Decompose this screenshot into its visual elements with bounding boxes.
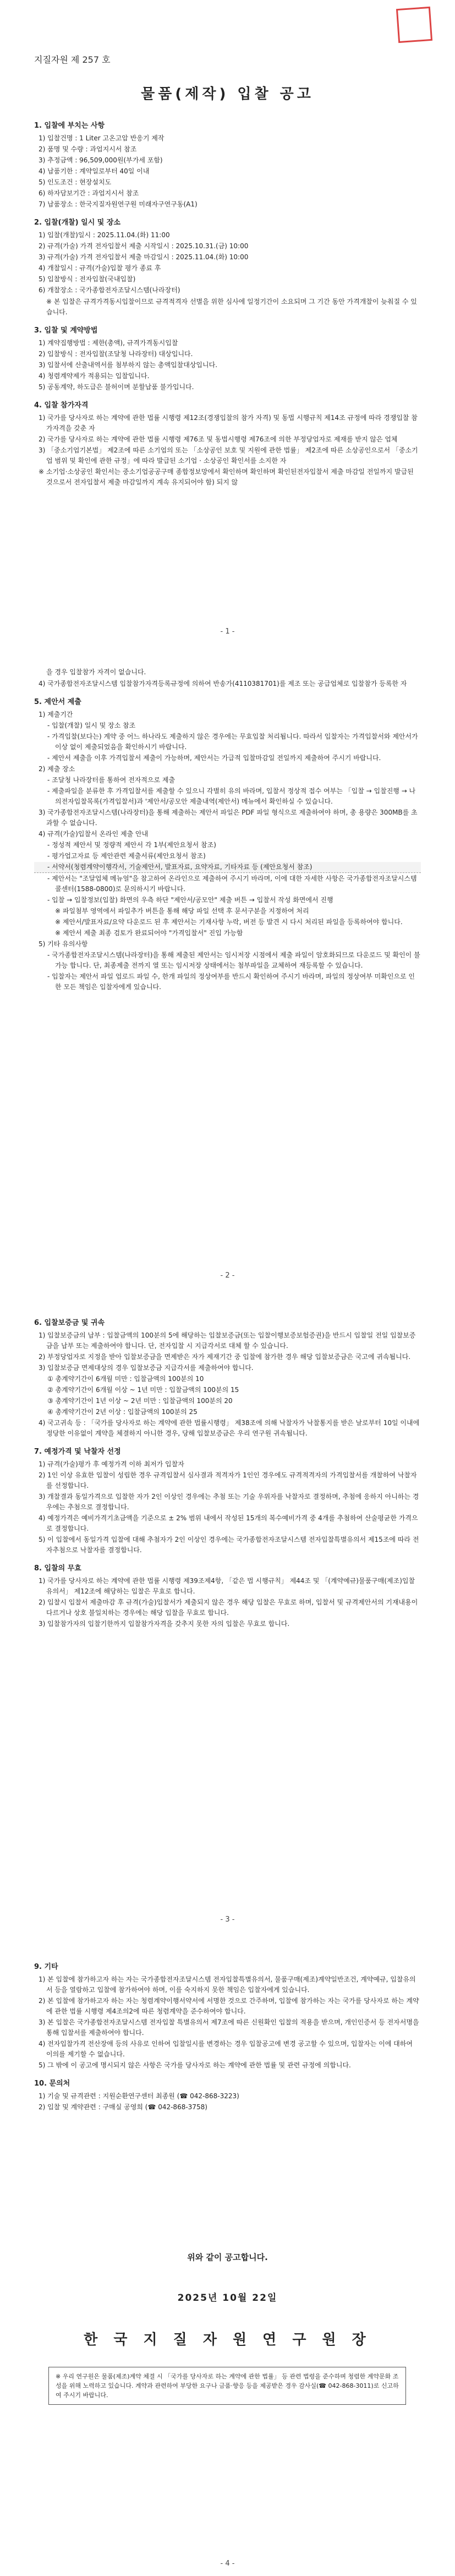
- official-seal: [396, 7, 432, 43]
- s1-item: 4) 납품기한 : 계약일로부터 40일 이내: [39, 167, 150, 175]
- s3-item: 4) 청렴계약제가 적용되는 입찰입니다.: [39, 372, 150, 380]
- closing-statement: 위와 같이 공고합니다.: [187, 2252, 268, 2262]
- s5-line: - 국가종합전자조달시스템(나라장터)을 통해 제출된 제안서는 임시저장 시점에서 제출 파일이 암호화되므로 다운로드 및 확인이 불가능 합니다. 단, 최종제출 전까지 열 또는 임시저장 상태에서는 첨부파일을 교체하여 재등록할 수 있습니다.: [47, 951, 420, 969]
- s9-line: 2) 본 입찰에 참가하고자 하는 자는 청렴계약이행서약서에 서명한 것으로 간주하며, 입찰에 참가하는 자는 국가를 당사자로 하는 계약에 관한 법률 시행령 제4조의2에 따른 청렴계약을 준수하여야 합니다.: [39, 1997, 419, 2015]
- s4-item: 2) 국가를 당사자로 하는 계약에 관한 법률 시행령 제76조 및 동법시행령 제76조에 의한 부정당업자로 제재를 받지 않은 업체: [39, 435, 398, 443]
- section-8-title: 8. 입찰의 무효: [34, 1564, 81, 1573]
- section-7-title: 7. 예정가격 및 낙찰자 선정: [34, 1448, 121, 1456]
- s3-item: 1) 계약집행방법 : 제한(총액), 규격가격동시입찰: [39, 339, 178, 347]
- section-5-title: 5. 제안서 제출: [34, 698, 81, 706]
- s5-line: 3) 국가종합전자조달시스템(나라장터)을 통해 제출하는 제안서 파일은 PDF 파일 형식으로 제출하여야 하며, 총 용량은 300MB를 초과할 수 없습니다.: [39, 809, 418, 827]
- announcement-date: 2025년 10월 22일: [177, 2293, 278, 2304]
- s5-line: 2) 제출 장소: [39, 765, 75, 773]
- contact-line: 1) 기술 및 규격관련 : 지원순환연구센터 최종원 (☎ 042-868-3223): [39, 2092, 239, 2100]
- section-container-p2: [34, 666, 421, 993]
- s3-item: 3) 입찰서에 산출내역서를 첨부하지 않는 총액입찰대상입니다.: [39, 361, 218, 369]
- s1-item: 6) 하자담보기간 : 과업지시서 참조: [39, 189, 139, 197]
- section-9-title: 9. 기타: [34, 1963, 58, 1971]
- s6-line: 3) 입찰보증금 면제대상의 경우 입찰보증금 지급각서를 제출하여야 합니다.: [39, 1364, 254, 1372]
- s5-line: - 조달청 나라장터를 통하여 전자적으로 제출: [47, 776, 176, 784]
- s1-item: 2) 품명 및 수량 : 과업지시서 참조: [39, 145, 137, 153]
- s2-item: 1) 입찰(개찰)일시 : 2025.11.04.(화) 11:00: [39, 231, 170, 239]
- s6-line: ③ 총계약기간이 1년 이상 ~ 2년 미만 : 입찰금액의 100분의 20: [47, 1397, 233, 1405]
- s5-line: 4) 규격(가술)입찰서 온라인 제출 안내: [39, 830, 149, 838]
- contact-line: 2) 입찰 및 계약관련 : 구매실 공영희 (☎ 042-868-3758): [39, 2103, 207, 2111]
- issuing-organization: 한 국 지 질 자 원 연 구 원 장: [84, 2332, 371, 2348]
- s2-item: 4) 개찰일시 : 규격(가술)입찰 평가 종료 후: [39, 264, 161, 272]
- s5-line: - 입찰자는 제안서 파일 업로드 파일 수, 한개 파일의 정상여부를 반드시 확인하여 주시기 바라며, 파일의 정상여부 미확인으로 인한 모든 책임은 입찰자에게 있습니다.: [47, 973, 415, 991]
- page-1: [0, 0, 455, 644]
- s5-line: - 제안서는 "조달업체 메뉴얼"을 참고하여 온라인으로 제출하여 주시기 바라며, 이에 대한 자세한 사항은 국가종합전자조달시스템 콜센터(1588-0800)로 문의하시기 바랍니다.: [47, 875, 417, 893]
- section-container-p3: [34, 1310, 421, 1630]
- s5-line: 5) 기타 유의사항: [39, 940, 88, 948]
- doc-number-prefix: 지질자원 제: [34, 54, 80, 65]
- s5-line: ※ 제안서/발표자료/요약 다운로드 된 후 제안서는 기재사항 누락, 버전 등 발견 시 다시 처리된 파일을 등록하여야 합니다.: [55, 918, 403, 926]
- s1-item: 5) 인도조건 : 현장설치도: [39, 178, 112, 186]
- s6-line: 2) 부정당업자로 지정을 받아 입찰보증금을 면제받은 자가 제재기간 중 입찰에 참가한 경우 해당 입찰보증금은 국고에 귀속됩니다.: [39, 1353, 411, 1361]
- s8-line: 3) 입찰참가자의 입찰기한까지 입찰참가자격을 갖추지 못한 자의 입찰은 무효로 합니다.: [39, 1620, 290, 1628]
- s9-line: 5) 그 밖에 이 공고에 명시되지 않은 사항은 국가를 당사자로 하는 계약에 관한 법률 및 관련 규정에 의합니다.: [39, 2061, 351, 2069]
- s2-note: ※ 본 입찰은 규격가격동시입찰이므로 규격적격자 선별을 위한 심사에 일정기간이 소요되며 그 기간 동안 가격개찰이 늦춰질 수 있습니다.: [46, 298, 417, 316]
- s7-line: 2) 1인 이상 유효한 입찰이 성립한 경우 규격입찰서 심사결과 적격자가 1인인 경우에도 규격적격자의 가격입찰서를 개찰하여 낙찰자를 선정합니다.: [39, 1471, 417, 1489]
- s6-line: 4) 국고귀속 등 : 「국가를 당사자로 하는 계약에 관한 법률시행령」 제38조에 의해 낙찰자가 낙찰통지를 받은 날로부터 10일 이내에 정당한 이유없이 계약을 체결하지 아니한 경우, 당해 입찰보증금은 우리 연구원 귀속됩니다.: [39, 1419, 420, 1437]
- section-4-title: 4. 입찰 참가자격: [34, 401, 89, 410]
- s3-item: 2) 입찰방식 : 전자입찰(조달청 나라장터) 대상입니다.: [39, 350, 193, 358]
- s5-line: - 평가업고자료 등 제안관련 제출서류(제안요청서 참조): [47, 852, 206, 860]
- s7-line: 4) 예정가격은 예비가격기초금액을 기준으로 ± 2% 범위 내에서 작성된 15개의 복수예비가격 중 4개를 추첨하여 산술평균한 가격으로 결정합니다.: [39, 1514, 418, 1532]
- section-container-p4: [34, 1954, 421, 2113]
- s2-item: 2) 규격(가술) 가격 전자입찰서 제출 시작일시 : 2025.10.31.(금) 10:00: [39, 242, 249, 250]
- s9-line: 1) 본 입찰에 참가하고자 하는 자는 국가종합전자조달시스템 전자입찰특별유의서, 물품구매(제조)계약일반조건, 계약예규, 입찰유의서 등을 열람하고 입찰에 참가하여야 하며, 이를 숙지하지 못한 책임은 입찰자에게 있습니다.: [39, 1975, 416, 1994]
- doc-number-suffix: 호: [102, 54, 111, 65]
- s5-line: - 제출파일을 분류한 후 가격입찰서를 제출할 수 있으니 각별히 유의 바라며, 입찰서 정상적 접수 여부는 「입찰 → 입찰진행 → 나의전자입찰목록(가격입찰서)과 '제안서/공모안 제출내역(제안서) 메뉴에서 확인하실 수 있습니다.: [47, 787, 416, 805]
- integrity-notice-box: ※ 우리 연구원은 물품(제조)계약 체결 시 「국가를 당사자로 하는 계약에 관한 법률」 등 관련 법령을 준수하며 청렴한 계약문화 조성을 위해 노력하고 있습니다. 계약과 관련하여 부당한 요구나 금품·향응 등을 제공받은 경우 감사실(☎ 042-868-3011)로 신고하여 주시기 바랍니다.: [48, 2367, 406, 2405]
- s3-item: 5) 공동계약, 하도급은 불허이며 분할납품 불가입니다.: [39, 383, 194, 391]
- page-number: - 1 -: [220, 627, 235, 636]
- page-3: [0, 1288, 455, 1932]
- s5-line: - 입찰(개찰) 일시 및 장소 참조: [47, 722, 136, 729]
- section-1-title: 1. 입찰에 부치는 사항: [34, 122, 105, 130]
- s6-line: ① 총계약기간이 6개월 미만 : 입찰금액의 100분의 10: [47, 1375, 204, 1383]
- page-2: [0, 644, 455, 1288]
- s2-item: 5) 입찰방식 : 전자입찰(국내입찰): [39, 275, 136, 283]
- s2-item: 3) 규격(가술) 가격 전자입찰서 제출 마감일시 : 2025.11.04.(화) 10:00: [39, 253, 249, 261]
- s5-line: 1) 제출기간: [39, 711, 73, 718]
- s9-line: 3) 본 입찰은 국가종합전자조달시스템 전자입찰 특별유의서 제7조에 따른 신원확인 입찰의 적용을 받으며, 개인인증서 등 전자서명을 통해 입찰서를 제출하여야 합니다.: [39, 2018, 419, 2037]
- document-number: [34, 53, 111, 66]
- page-4: [0, 1932, 455, 2576]
- s5-line: ※ 파일첨부 영역에서 파일추가 버튼을 통해 해당 파일 선택 후 문서구분을 지정하여 처리: [55, 907, 309, 915]
- s6-line: 1) 입찰보증금의 납부 : 입찰금액의 100분의 5에 해당하는 입찰보증금(또는 입찰이행보증보험증권)을 반드시 입찰일 전일 입찰보증금을 납부 또는 제출하여야 합니다. 단, 전자입찰 시 지급각서로 대체 할 수 있습니다.: [39, 1331, 416, 1350]
- s4-item: ※ 소기업·소상공인 확인서는 중소기업공공구매 종합정보망에서 확인하며 확인하며 확인된전자입찰서 제출 마감일 전일까지 발급된 것으로서 전자입찰서 제출 마감일까지 계속 유지되어야 함) 되지 않: [39, 468, 414, 486]
- section-6-title: 6. 입찰보증금 및 귀속: [34, 1319, 105, 1327]
- s5-line: ※ 제안서 제출 최종 검토가 완료되어야 "가격입찰서" 진입 가능함: [55, 929, 243, 937]
- section-2-title: 2. 입찰(개찰) 일시 및 장소: [34, 219, 120, 227]
- page-title: 물품(제작) 입찰 공고: [141, 86, 314, 102]
- s4-item: 1) 국가를 당사자로 하는 계약에 관한 법률 시행령 제12조(경쟁입찰의 참가 자격) 및 동법 시행규칙 제14조 규정에 따라 경쟁입찰 참가자격을 갖춘 자: [39, 414, 418, 432]
- s5-line: - 입찰 → 입찰정보(입찰) 화면의 우측 하단 "제안서/공모안" 제출 버튼 → 입찰서 작성 화면에서 진행: [47, 896, 333, 904]
- s8-line: 2) 입찰시 입찰서 제출마감 후 규격(가술)입찰서가 제출되지 않은 경우 해당 입찰은 무효로 하며, 입찰서 및 규격제안서의 기재내용이 다르거나 상호 불일치하는 경우에는 해당 입찰을 무효로 합니다.: [39, 1598, 418, 1617]
- s6-line: ② 총계약기간이 6개월 이상 ~ 1년 미만 : 입찰금액의 100분의 15: [47, 1386, 239, 1394]
- s1-item: 3) 추정금액 : 96,509,000원(부가세 포함): [39, 156, 163, 164]
- s5-line: - 가격입찰(보다는) 계약 중 어느 하나라도 제출하지 않은 경우에는 무효입찰 처리됩니다. 따라서 입찰자는 가격입찰서와 제안서가 이상 없이 제출되었음을 확인하시기 바랍니다.: [47, 733, 418, 751]
- s5-line: - 정성적 제안서 및 정량적 제안서 각 1부(제안요청서 참조): [47, 841, 216, 849]
- s4-item: 3) 「중소기업기본법」 제2조에 따른 소기업의 또는 「소상공인 보호 및 지원에 관한 법률」 제2조에 따른 소상공인으로서 「중소기업 범위 및 확인에 관한 규정」에 따라 발급된 소기업 · 소상공인 확인서를 소지한 자: [39, 446, 418, 465]
- s8-line: 1) 국가를 당사자로 하는 계약에 관한 법률 시행령 제39조제4항, 「같은 법 시행규칙」 제44조 및 「(계약예규)물품구매(제조)입찰유의서」 제12조에 해당하는 입찰은 무효로 합니다.: [39, 1577, 415, 1595]
- section-container-p1: [34, 113, 421, 488]
- s2-item: 6) 개찰장소 : 국가종합전자조달시스템(나라장터): [39, 286, 180, 294]
- section-3-title: 3. 입찰 및 계약방법: [34, 326, 98, 335]
- s4-item: 4) 국가종합전자조달시스템 입찰참가자격등록규정에 의하여 반송가(4110381701)를 제조 또는 공급업체로 입찰참가 등록한 자: [39, 680, 407, 687]
- page-number: - 2 -: [220, 1271, 235, 1280]
- s5-line: - 제안서 제출을 이후 가격입찰서 제출이 가능하며, 제안서는 가급적 입찰마감일 전일까지 제출하여 주시기 바랍니다.: [47, 754, 381, 762]
- page-number: - 4 -: [220, 2559, 235, 2568]
- doc-number-value: 257: [82, 54, 100, 65]
- s1-item: 7) 납품장소 : 한국지질자원연구원 미래자구연구동(A1): [39, 200, 198, 208]
- section-10-title: 10. 문의처: [34, 2080, 70, 2088]
- s9-line: 4) 전자입찰가격 전산장애 등의 사유로 인하여 입찰일시를 변경하는 경우 입찰공고에 변경 공고할 수 있으며, 입찰자는 이에 대하여 이의를 제기할 수 없습니다.: [39, 2040, 413, 2058]
- s7-line: 5) 이 입찰에서 동일가격 입찰에 대해 추첨자가 2인 이상인 경우에는 국가종합전자조달시스템 전자입찰특별유의서 제15조에 따라 전자추첨으로 낙찰자를 결정합니다.: [39, 1536, 419, 1554]
- s7-line: 3) 개찰결과 동일가격으로 입찰한 자가 2인 이상인 경우에는 추첨 또는 기술 우위자를 낙찰자로 결정하며, 추첨에 응하지 아니하는 경우에는 추첨으로 결정합니다.: [39, 1493, 419, 1511]
- s7-line: 1) 규격(가술)평가 후 예정가격 이하 최저가 입찰자: [39, 1460, 184, 1468]
- s6-line: ④ 총계약기간이 2년 이상 : 입찰금액의 100분의 25: [47, 1408, 198, 1416]
- s4-continuation: 을 경우 입찰참가 자격이 없습니다.: [46, 668, 146, 676]
- s5-line-highlighted: - 서약서(청렴계약이행각서, 기술제안서, 발표자료, 요약자료, 기타자료 등 (제안요청서 참조): [34, 862, 421, 873]
- page-number: - 3 -: [220, 1915, 235, 1924]
- s1-item: 1) 입찰건명 : 1 Liter 고온고압 반응기 제작: [39, 134, 165, 142]
